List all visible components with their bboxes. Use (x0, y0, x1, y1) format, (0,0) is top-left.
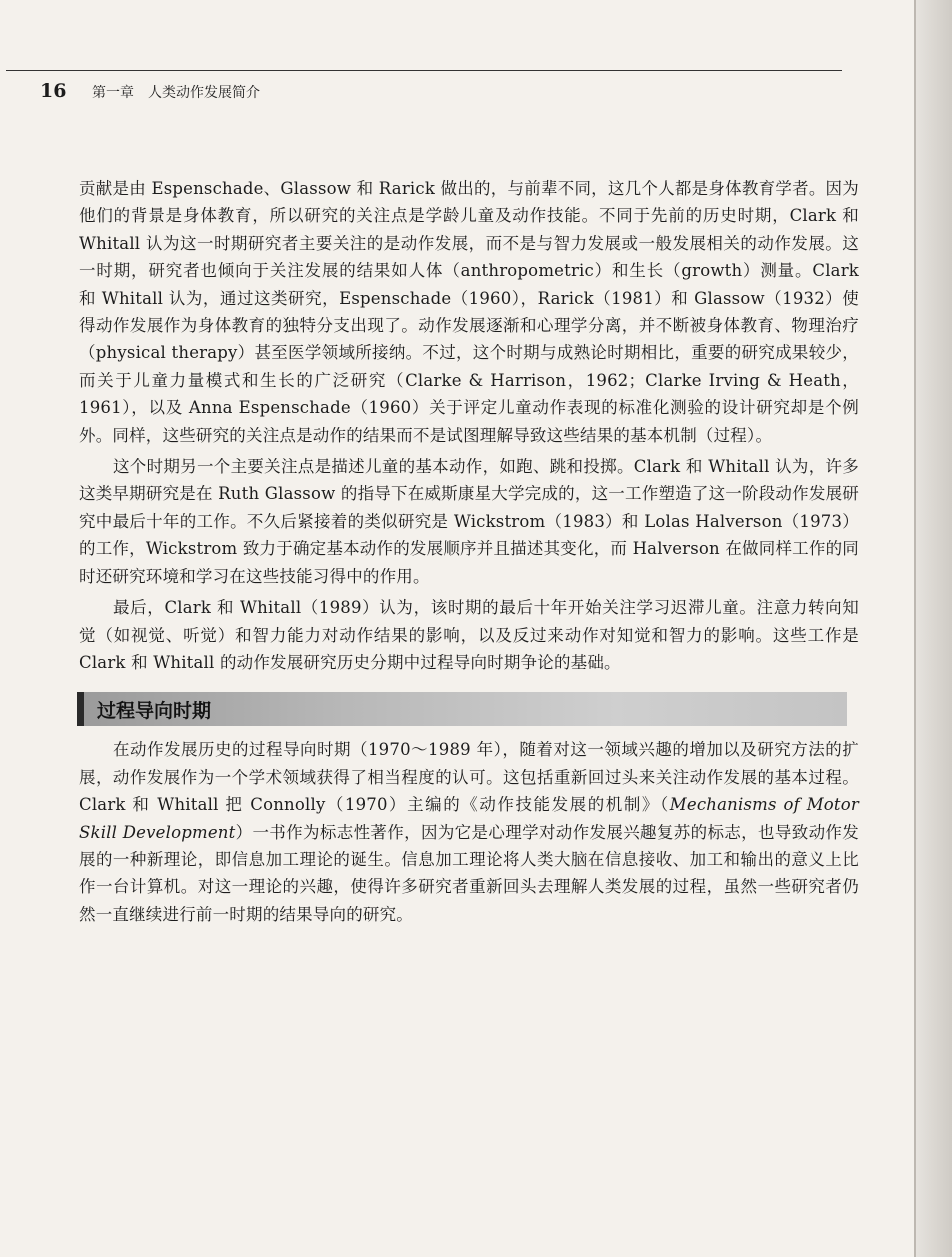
section-heading-bar (77, 692, 847, 726)
paragraph-3: 最后，Clark 和 Whitall（1989）认为，该时期的最后十年开始关注学习迟滞儿童。注意力转向知觉（如视觉、听觉）和智力能力对动作结果的影响，以及反过来动作对知觉和智力的影响。这些工作是 Clark 和 Whitall 的动作发展研究历史分期中过程导向时期争论的基础。 (79, 598, 859, 672)
running-head: 第一章 人类动作发展简介 (92, 85, 260, 101)
page-edge (916, 0, 952, 1257)
page-body (79, 175, 859, 928)
header-rule (6, 70, 842, 71)
paragraph-4-text-a: 在动作发展历史的过程导向时期（1970～1989 年），随着对这一领域兴趣的增加以及研究方法的扩展，动作发展作为一个学术领域获得了相当程度的认可。这包括重新回过头来关注动作发展的基本过程。Clark 和 Whitall 把 Connolly（1970）主编的《动作技能发展的机制》（ (79, 740, 859, 815)
page-number: 16 (40, 80, 67, 102)
section-marker (77, 692, 84, 726)
paragraph-4 (79, 736, 859, 928)
book-title-italic: Mechanisms of Motor Skill Development (79, 795, 859, 842)
section-title: 过程导向时期 (97, 700, 212, 723)
paragraph-1: 贡献是由 Espenschade、Glassow 和 Rarick 做出的，与前辈不同，这几个人都是身体教育学者。因为他们的背景是身体教育，所以研究的关注点是学龄儿童及动作技能。不同于先前的历史时期，Clark 和 Whitall 认为这一时期研究者主要关注的是动作发展，而不是与智力发展或一般发展相关的动作发展。这一时期，研究者也倾向于关注发展的结果如人体（anthropometric）和生长（growth）测量。Clark 和 Whitall 认为，通过这类研究，Espenschade（1960），Rarick（1981）和 Glassow（1932）使得动作发展作为身体教育的独特分支出现了。动作发展逐渐和心理学分离，并不断被身体教育、物理治疗（physical therapy）甚至医学领域所接纳。不过，这个时期与成熟论时期相比，重要的研究成果较少，而关于儿童力量模式和生长的广泛研究（Clarke & Harrison，1962；Clarke Irving & Heath，1961），以及 Anna Espenschade（1960）关于评定儿童动作表现的标准化测验的设计研究却是个例外。同样，这些研究的关注点是动作的结果而不是试图理解导致这些结果的基本机制（过程）。 (79, 179, 859, 445)
paragraph-4-text-b: ）一书作为标志性著作，因为它是心理学对动作发展兴趣复苏的标志，也导致动作发展的一种新理论，即信息加工理论的诞生。信息加工理论将人类大脑在信息接收、加工和输出的意义上比作一台计算机。对这一理论的兴趣，使得许多研究者重新回头去理解人类发展的过程，虽然一些研究者仍然一直继续进行前一时期的结果导向的研究。 (79, 822, 859, 924)
paragraph-2: 这个时期另一个主要关注点是描述儿童的基本动作，如跑、跳和投掷。Clark 和 Whitall 认为，许多这类早期研究是在 Ruth Glassow 的指导下在威斯康星大学完成的，这一工作塑造了这一阶段动作发展研究中最后十年的工作。不久后紧接着的类似研究是 Wickstrom（1983）和 Lolas Halverson（1973）的工作，Wickstrom 致力于确定基本动作的发展顺序并且描述其变化，而 Halverson 在做同样工作的同时还研究环境和学习在这些技能习得中的作用。 (79, 457, 859, 586)
